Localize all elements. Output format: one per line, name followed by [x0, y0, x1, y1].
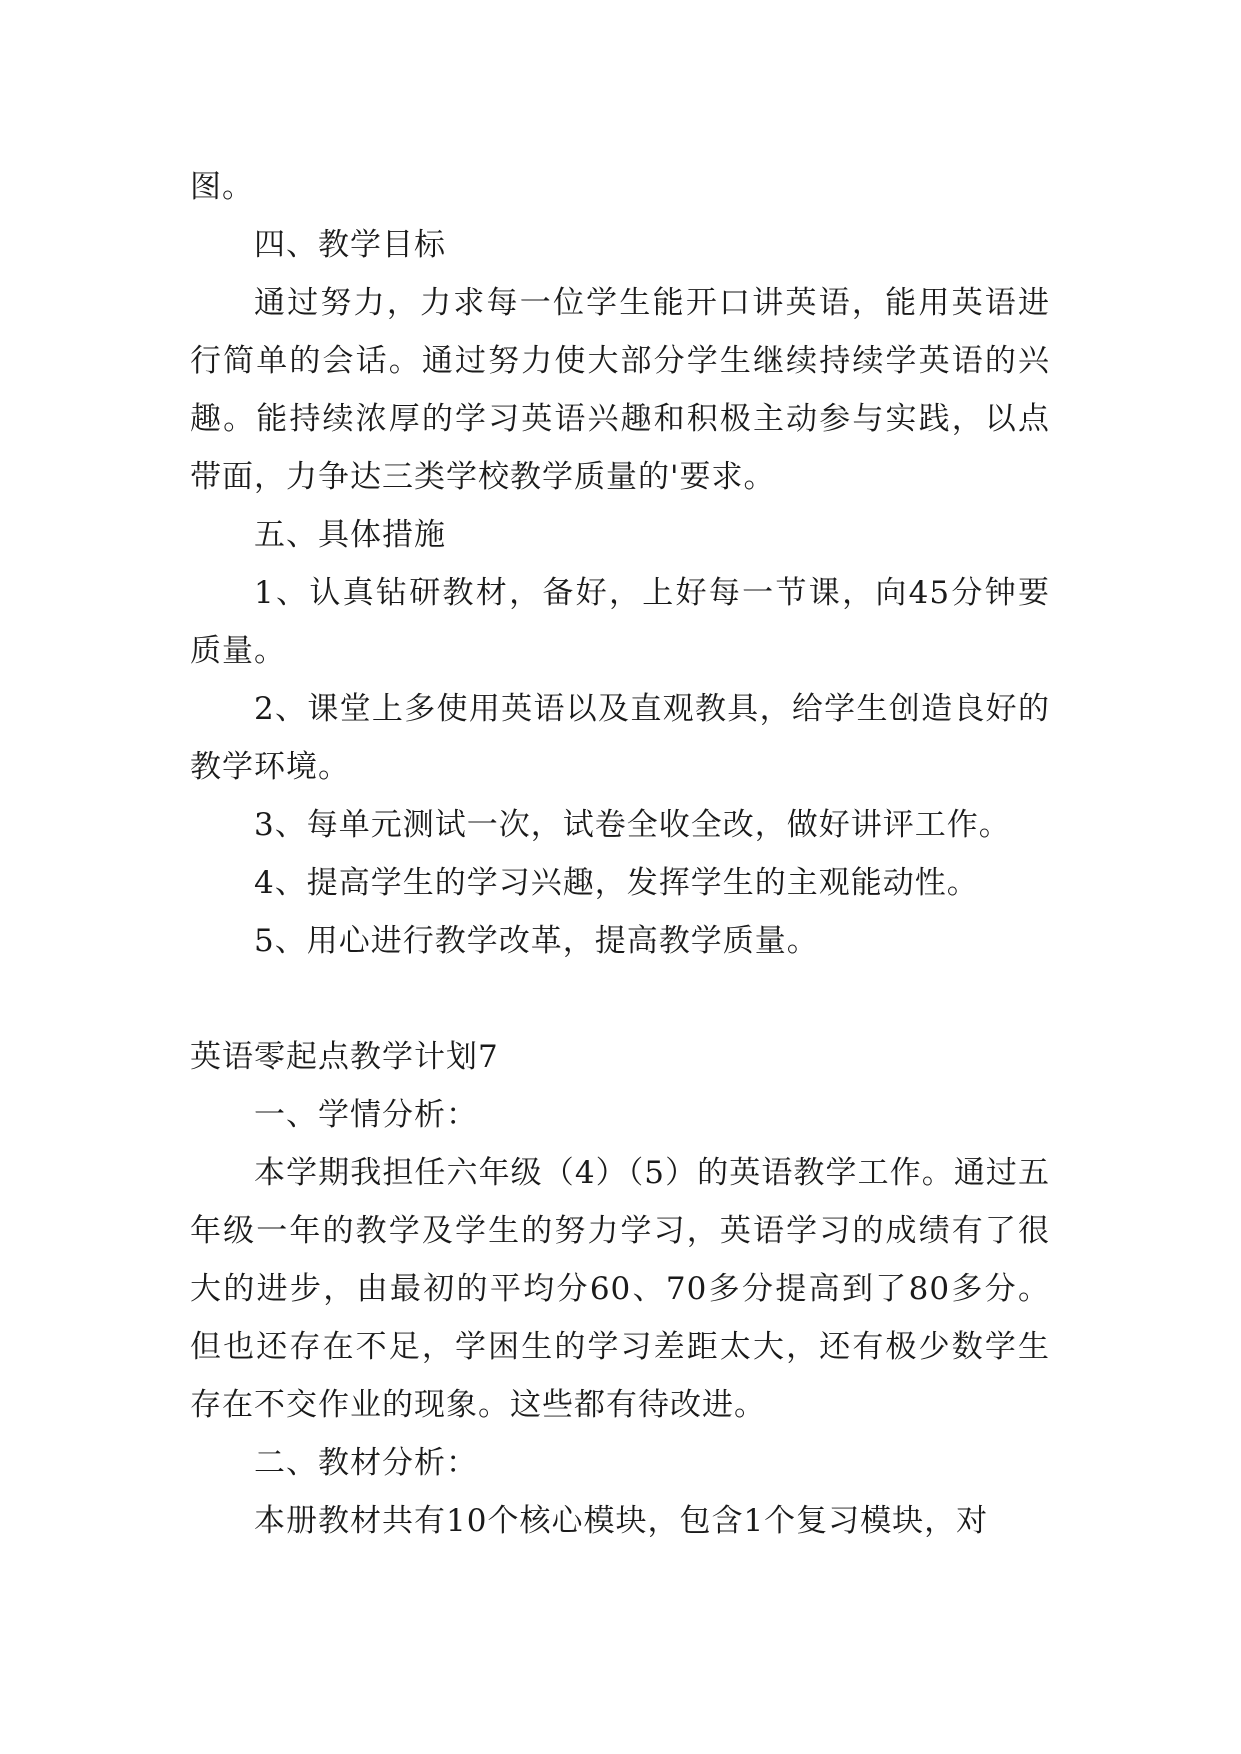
section-title: 英语零起点教学计划7: [190, 1039, 499, 1075]
measure-item-5: 5、用心进行教学改革，提高教学质量。: [254, 923, 819, 959]
heading-measures: 五、具体措施: [254, 517, 446, 553]
paragraph-continuation: 图。: [190, 169, 254, 205]
section-spacer: [190, 970, 1050, 1028]
measure-item-4: 4、提高学生的学习兴趣，发挥学生的主观能动性。: [254, 865, 979, 901]
paragraph-student-analysis: 本学期我担任六年级（4）（5）的英语教学工作。通过五年级一年的教学及学生的努力学习，英语学习的成绩有了很大的进步，由最初的平均分60、70多分提高到了80多分。但也还存在不足，学困生的学习差距太大，还有极少数学生存在不交作业的现象。这些都有待改进。: [190, 1155, 1050, 1423]
measure-item-3: 3、每单元测试一次，试卷全收全改，做好讲评工作。: [254, 807, 1011, 843]
heading-textbook-analysis: 二、教材分析：: [254, 1445, 478, 1481]
measure-item-2: 2、课堂上多使用英语以及直观教具，给学生创造良好的教学环境。: [190, 691, 1050, 785]
heading-teaching-goals: 四、教学目标: [254, 227, 446, 263]
measure-item-1: 1、认真钻研教材，备好，上好每一节课，向45分钟要质量。: [190, 575, 1050, 669]
heading-student-analysis: 一、学情分析：: [254, 1097, 478, 1133]
document-body: [190, 158, 1050, 1550]
paragraph-teaching-goals: 通过努力，力求每一位学生能开口讲英语，能用英语进行简单的会话。通过努力使大部分学生继续持续学英语的兴趣。能持续浓厚的学习英语兴趣和积极主动参与实践，以点带面，力争达三类学校教学质量的'要求。: [190, 285, 1050, 495]
paragraph-textbook-analysis: 本册教材共有10个核心模块，包含1个复习模块，对: [254, 1503, 989, 1539]
